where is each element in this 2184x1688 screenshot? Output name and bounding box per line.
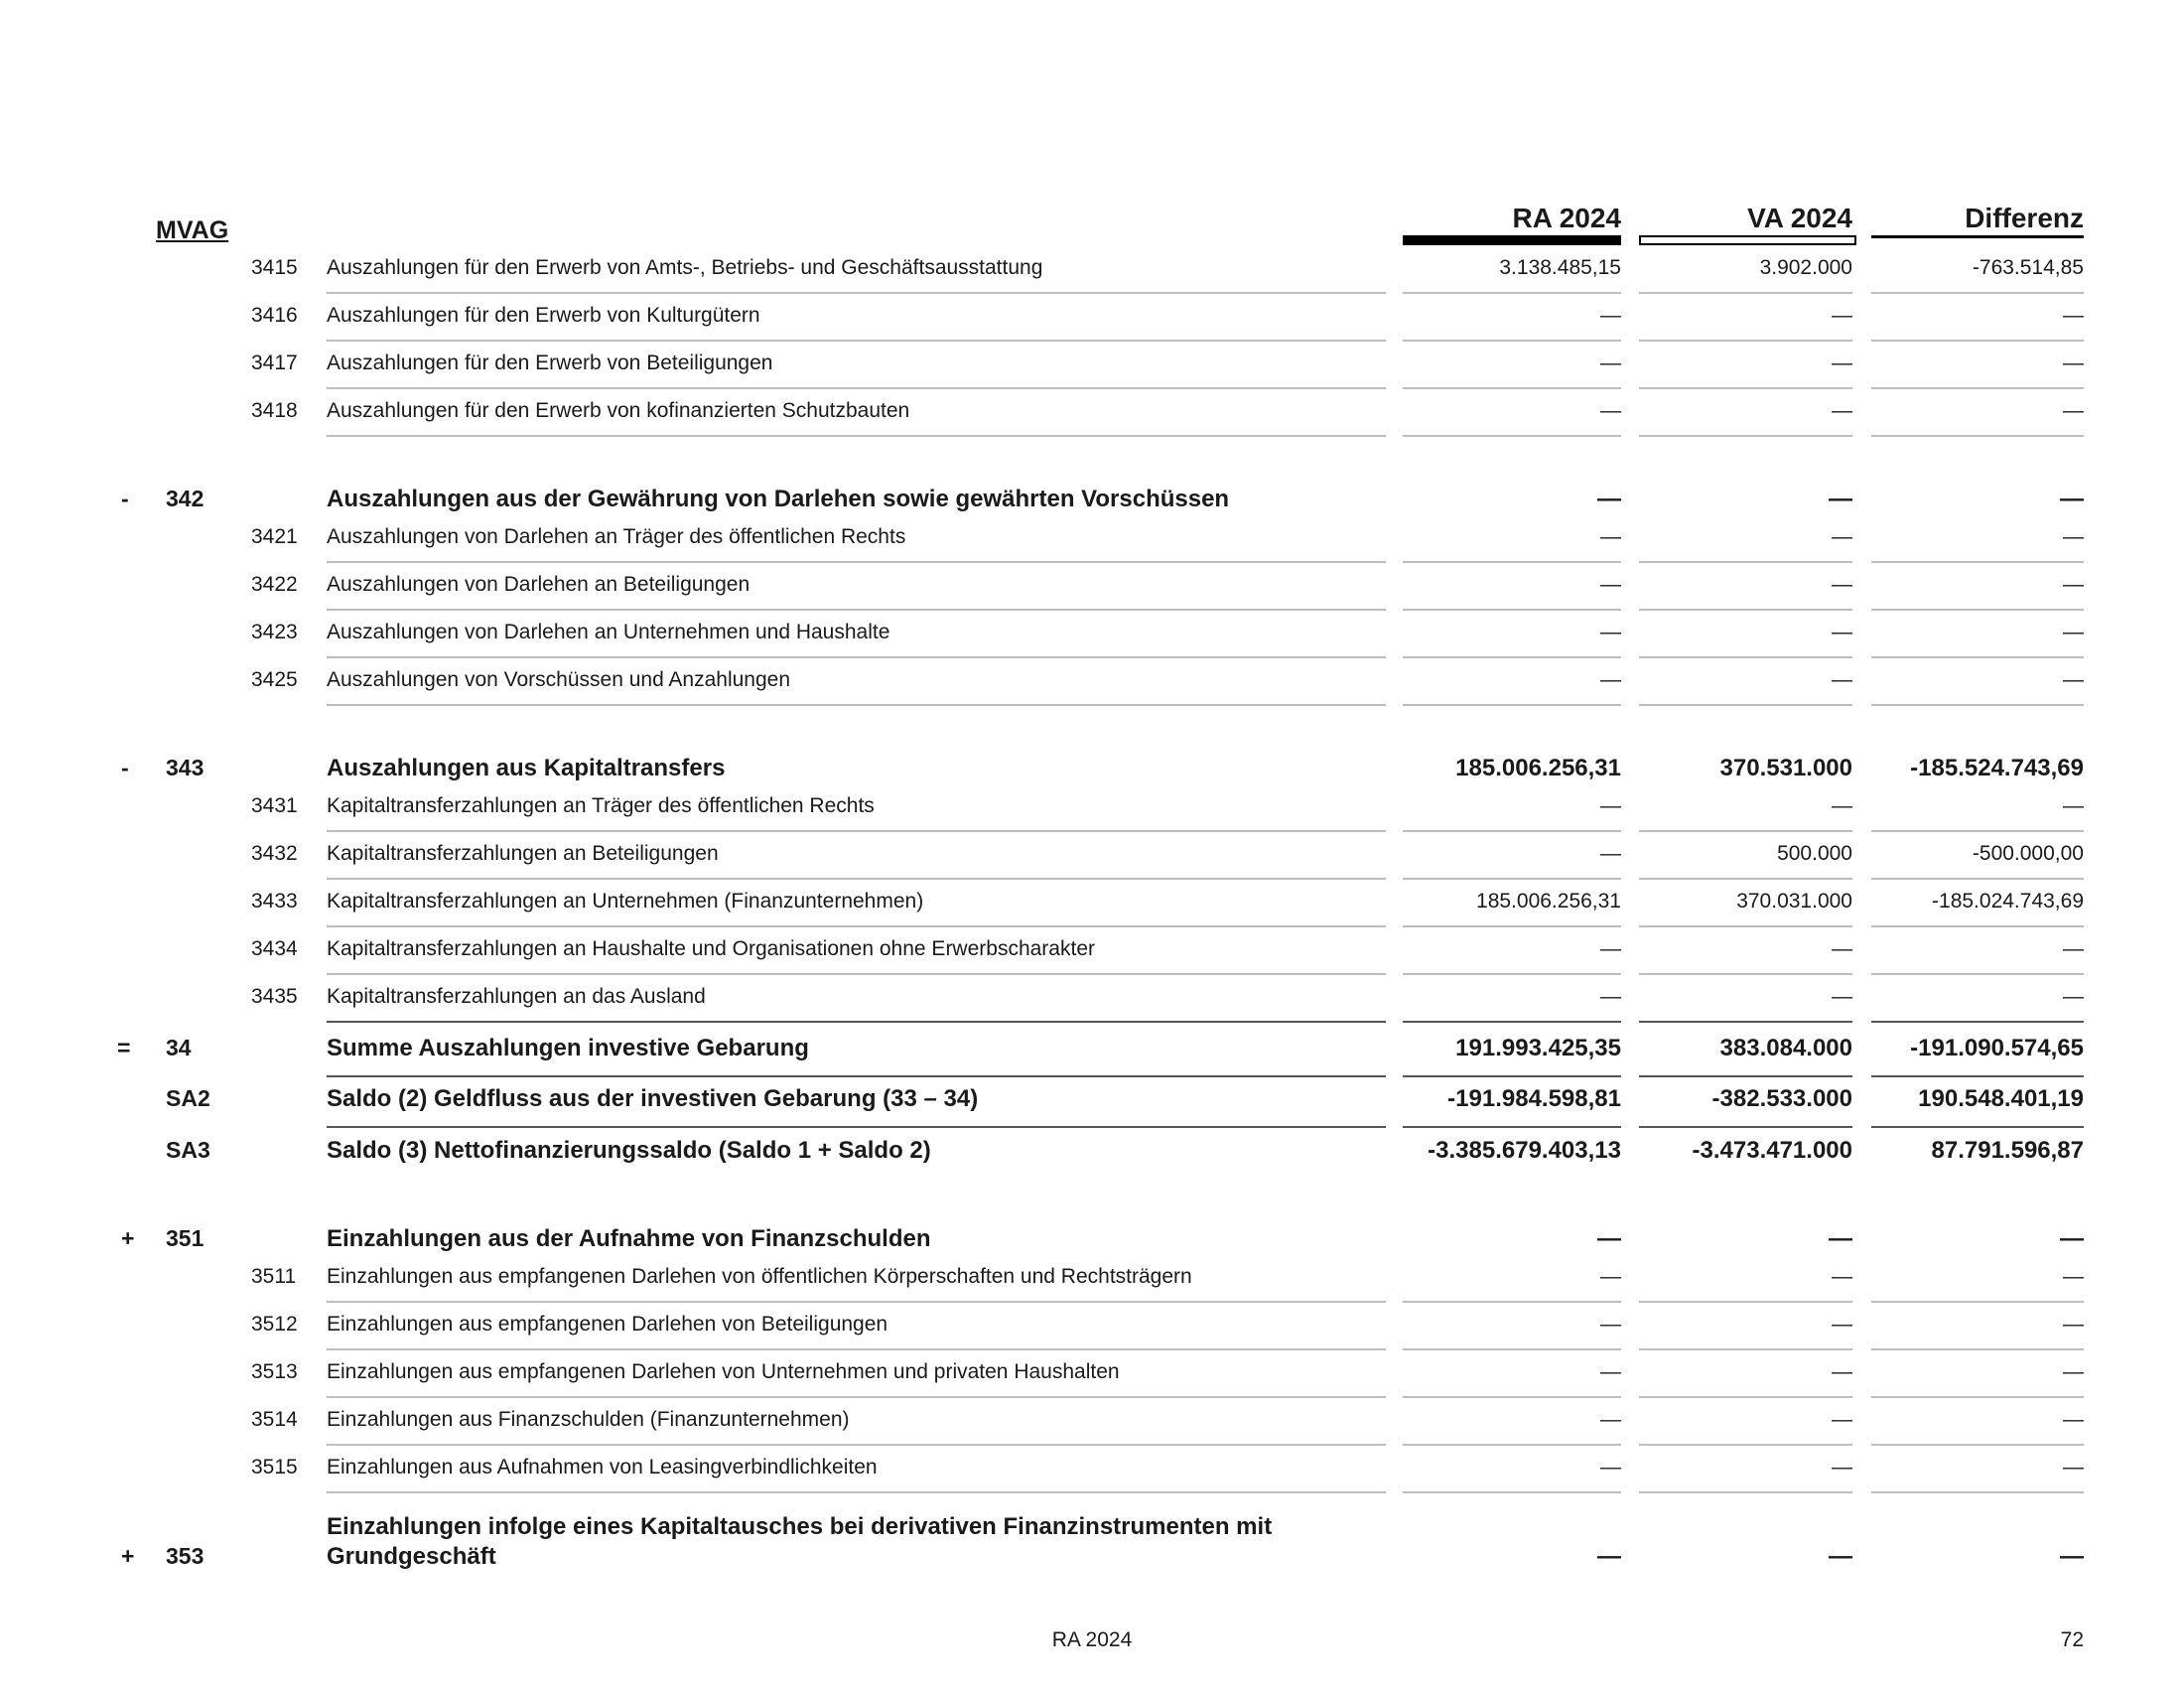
row-divider xyxy=(327,656,1386,658)
row-code: 3415 xyxy=(251,256,298,279)
row-ra-value: — xyxy=(1600,1408,1621,1431)
row-code: 3431 xyxy=(251,794,298,817)
row-label: Einzahlungen aus Aufnahmen von Leasingverbindlichkeiten xyxy=(327,1456,878,1478)
row-diff-value: — xyxy=(2063,525,2084,548)
row-label: Auszahlungen für den Erwerb von Amts-, Betriebs- und Geschäftsausstattung xyxy=(327,256,1043,279)
row-divider xyxy=(1639,878,1852,880)
row-ra-value: — xyxy=(1600,1265,1621,1288)
row-ra-value: — xyxy=(1600,1313,1621,1336)
page-number: 72 xyxy=(2060,1628,2084,1651)
row-divider xyxy=(1403,704,1621,706)
row-group-code: 342 xyxy=(166,486,205,511)
row-diff-value: -185.524.743,69 xyxy=(1910,755,2084,781)
row-divider xyxy=(327,1396,1386,1398)
row-group-code: 343 xyxy=(166,755,205,780)
row-diff-value: — xyxy=(2063,621,2084,643)
row-label: Kapitaltransferzahlungen an Haushalte und Organisationen ohne Erwerbscharakter xyxy=(327,937,1095,960)
row-group-code: 351 xyxy=(166,1225,205,1251)
row-ra-value: — xyxy=(1600,985,1621,1008)
row-va-value: — xyxy=(1832,1456,1852,1478)
row-label: Kapitaltransferzahlungen an das Ausland xyxy=(327,985,706,1008)
row-divider xyxy=(1639,1444,1852,1446)
row-va-value: — xyxy=(1832,1265,1852,1288)
row-diff-value: — xyxy=(2063,399,2084,422)
row-va-value: 370.531.000 xyxy=(1719,755,1852,781)
row-group-code: SA3 xyxy=(166,1137,210,1163)
row-divider xyxy=(327,878,1386,880)
row-diff-value: — xyxy=(2060,1543,2084,1570)
row-ra-value: — xyxy=(1600,794,1621,817)
row-code: 3512 xyxy=(251,1313,298,1336)
row-sign: + xyxy=(121,1543,135,1569)
row-va-value: 383.084.000 xyxy=(1719,1035,1852,1061)
row-va-value: — xyxy=(1832,1360,1852,1383)
row-divider xyxy=(1871,1021,2084,1023)
row-ra-value: 185.006.256,31 xyxy=(1476,890,1621,913)
ra-2024-header: RA 2024 xyxy=(1512,203,1621,233)
row-ra-value: — xyxy=(1600,668,1621,691)
row-divider xyxy=(1871,609,2084,611)
row-code: 3418 xyxy=(251,399,298,422)
row-diff-value: — xyxy=(2063,352,2084,374)
row-divider xyxy=(327,1301,1386,1303)
row-divider xyxy=(327,1075,1386,1077)
row-divider xyxy=(1403,1126,1621,1128)
row-divider xyxy=(327,1021,1386,1023)
row-code: 3513 xyxy=(251,1360,298,1383)
row-divider xyxy=(1639,1396,1852,1398)
row-va-value: -382.533.000 xyxy=(1711,1085,1852,1112)
row-code: 3417 xyxy=(251,352,298,374)
row-divider xyxy=(327,1348,1386,1350)
row-ra-value: 191.993.425,35 xyxy=(1455,1035,1621,1061)
row-divider xyxy=(1871,878,2084,880)
row-label: Auszahlungen für den Erwerb von Kulturgütern xyxy=(327,304,760,327)
row-va-value: — xyxy=(1829,1543,1852,1570)
row-divider xyxy=(327,925,1386,927)
row-label: Auszahlungen von Darlehen an Unternehmen und Haushalte xyxy=(327,621,890,643)
row-diff-value: 190.548.401,19 xyxy=(1918,1085,2084,1112)
row-divider xyxy=(1639,387,1852,389)
row-group-code: 353 xyxy=(166,1543,205,1569)
row-va-value: — xyxy=(1829,1225,1852,1252)
row-label: Einzahlungen aus der Aufnahme von Finanzschulden xyxy=(327,1225,931,1252)
row-ra-value: — xyxy=(1600,304,1621,327)
row-divider xyxy=(1403,1075,1621,1077)
row-ra-value: — xyxy=(1600,621,1621,643)
row-label: Kapitaltransferzahlungen an Träger des öffentlichen Rechts xyxy=(327,794,875,817)
row-label: Summe Auszahlungen investive Gebarung xyxy=(327,1035,809,1061)
footer-title: RA 2024 xyxy=(1051,1628,1133,1651)
row-divider xyxy=(1871,1491,2084,1493)
row-ra-value: -3.385.679.403,13 xyxy=(1428,1137,1621,1164)
row-code: 3514 xyxy=(251,1408,298,1431)
row-diff-value: — xyxy=(2060,1225,2084,1252)
row-divider xyxy=(327,387,1386,389)
row-divider xyxy=(1871,1075,2084,1077)
row-diff-value: -191.090.574,65 xyxy=(1910,1035,2084,1061)
row-divider xyxy=(1639,561,1852,563)
row-divider xyxy=(1871,704,2084,706)
row-divider xyxy=(1403,878,1621,880)
row-code: 3416 xyxy=(251,304,298,327)
row-divider xyxy=(1403,1021,1621,1023)
row-ra-value: — xyxy=(1597,1543,1621,1570)
row-divider xyxy=(1403,1491,1621,1493)
row-divider xyxy=(1639,340,1852,342)
row-divider xyxy=(1871,435,2084,437)
row-divider xyxy=(327,561,1386,563)
row-va-value: — xyxy=(1832,621,1852,643)
row-code: 3423 xyxy=(251,621,298,643)
row-ra-value: — xyxy=(1600,1360,1621,1383)
row-label: Einzahlungen aus empfangenen Darlehen von öffentlichen Körperschaften und Rechtsträgern xyxy=(327,1265,1192,1288)
row-diff-value: 87.791.596,87 xyxy=(1931,1137,2084,1164)
row-divider xyxy=(1639,925,1852,927)
row-label: Auszahlungen von Vorschüssen und Anzahlungen xyxy=(327,668,791,691)
row-ra-value: — xyxy=(1597,486,1621,512)
row-divider xyxy=(1871,387,2084,389)
row-group-code: 34 xyxy=(166,1035,192,1060)
ra-header-bar xyxy=(1403,235,1621,245)
row-divider xyxy=(327,609,1386,611)
row-va-value: — xyxy=(1832,573,1852,596)
row-diff-value: — xyxy=(2063,1265,2084,1288)
row-sign: + xyxy=(121,1225,135,1251)
row-diff-value: — xyxy=(2063,937,2084,960)
row-ra-value: — xyxy=(1600,1456,1621,1478)
row-diff-value: — xyxy=(2063,1456,2084,1478)
row-diff-value: — xyxy=(2063,573,2084,596)
row-label: Auszahlungen aus Kapitaltransfers xyxy=(327,755,726,781)
row-divider xyxy=(1871,1126,2084,1128)
row-label: Auszahlungen von Darlehen an Beteiligungen xyxy=(327,573,751,596)
row-ra-value: — xyxy=(1600,399,1621,422)
row-divider xyxy=(327,292,1386,294)
row-divider xyxy=(1871,561,2084,563)
row-label: Einzahlungen aus empfangenen Darlehen von Beteiligungen xyxy=(327,1313,888,1336)
row-divider xyxy=(1639,1075,1852,1077)
row-diff-value: — xyxy=(2063,1313,2084,1336)
row-divider xyxy=(1639,1126,1852,1128)
row-label: Auszahlungen von Darlehen an Träger des öffentlichen Rechts xyxy=(327,525,906,548)
row-label-line-2: Grundgeschäft xyxy=(327,1543,496,1570)
row-divider xyxy=(327,704,1386,706)
row-divider xyxy=(1403,340,1621,342)
row-divider xyxy=(1639,609,1852,611)
va-header-bar xyxy=(1639,235,1856,245)
row-diff-value: — xyxy=(2063,304,2084,327)
row-diff-value: — xyxy=(2063,1408,2084,1431)
row-ra-value: — xyxy=(1600,937,1621,960)
row-divider xyxy=(1403,830,1621,832)
row-divider xyxy=(1403,1444,1621,1446)
row-code: 3432 xyxy=(251,842,298,865)
row-diff-value: — xyxy=(2063,1360,2084,1383)
row-divider xyxy=(1639,973,1852,975)
row-label: Auszahlungen für den Erwerb von kofinanzierten Schutzbauten xyxy=(327,399,910,422)
row-diff-value: — xyxy=(2063,668,2084,691)
row-divider xyxy=(1639,1491,1852,1493)
row-diff-value: -763.514,85 xyxy=(1972,256,2084,279)
row-divider xyxy=(1403,1396,1621,1398)
row-divider xyxy=(1639,1021,1852,1023)
row-divider xyxy=(1639,292,1852,294)
row-diff-value: — xyxy=(2063,794,2084,817)
row-divider xyxy=(327,1126,1386,1128)
row-label: Kapitaltransferzahlungen an Beteiligungen xyxy=(327,842,719,865)
row-divider xyxy=(1403,609,1621,611)
row-va-value: 3.902.000 xyxy=(1759,256,1852,279)
row-label-line-1: Einzahlungen infolge eines Kapitaltausches bei derivativen Finanzinstrumenten mit xyxy=(327,1513,1273,1540)
row-code: 3434 xyxy=(251,937,298,960)
row-ra-value: 3.138.485,15 xyxy=(1499,256,1621,279)
row-group-code: SA2 xyxy=(166,1085,210,1111)
row-divider xyxy=(1639,704,1852,706)
row-sign: - xyxy=(121,486,129,511)
row-va-value: — xyxy=(1832,985,1852,1008)
row-sign: = xyxy=(117,1035,131,1060)
row-va-value: — xyxy=(1832,304,1852,327)
row-label: Auszahlungen aus der Gewährung von Darlehen sowie gewährten Vorschüssen xyxy=(327,486,1230,512)
row-divider xyxy=(327,973,1386,975)
row-divider xyxy=(1403,925,1621,927)
row-va-value: — xyxy=(1832,352,1852,374)
row-va-value: — xyxy=(1832,399,1852,422)
row-label: Kapitaltransferzahlungen an Unternehmen (Finanzunternehmen) xyxy=(327,890,924,913)
row-va-value: — xyxy=(1832,937,1852,960)
row-code: 3433 xyxy=(251,890,298,913)
row-ra-value: — xyxy=(1600,842,1621,865)
row-divider xyxy=(1403,435,1621,437)
row-divider xyxy=(1871,340,2084,342)
row-va-value: — xyxy=(1832,794,1852,817)
row-divider xyxy=(1871,1301,2084,1303)
row-ra-value: 185.006.256,31 xyxy=(1455,755,1621,781)
row-divider xyxy=(1871,292,2084,294)
row-ra-value: — xyxy=(1600,352,1621,374)
row-code: 3511 xyxy=(251,1265,297,1288)
row-ra-value: — xyxy=(1600,573,1621,596)
row-code: 3421 xyxy=(251,525,298,548)
row-divider xyxy=(1639,656,1852,658)
row-divider xyxy=(327,435,1386,437)
row-va-value: — xyxy=(1832,1408,1852,1431)
differenz-header-bar xyxy=(1871,235,2084,238)
row-label: Saldo (3) Nettofinanzierungssaldo (Saldo 1 + Saldo 2) xyxy=(327,1137,931,1164)
row-sign: - xyxy=(121,755,129,780)
row-divider xyxy=(327,1491,1386,1493)
row-diff-value: -185.024.743,69 xyxy=(1932,890,2084,913)
row-ra-value: — xyxy=(1597,1225,1621,1252)
row-divider xyxy=(1871,656,2084,658)
row-divider xyxy=(327,340,1386,342)
row-va-value: 500.000 xyxy=(1777,842,1852,865)
row-divider xyxy=(1639,435,1852,437)
row-code: 3425 xyxy=(251,668,298,691)
row-label: Einzahlungen aus Finanzschulden (Finanzunternehmen) xyxy=(327,1408,850,1431)
row-divider xyxy=(1871,1348,2084,1350)
row-diff-value: — xyxy=(2063,985,2084,1008)
row-ra-value: -191.984.598,81 xyxy=(1447,1085,1621,1112)
row-code: 3515 xyxy=(251,1456,298,1478)
row-divider xyxy=(1871,973,2084,975)
row-divider xyxy=(1403,1348,1621,1350)
row-divider xyxy=(1871,1396,2084,1398)
row-label: Saldo (2) Geldfluss aus der investiven Gebarung (33 – 34) xyxy=(327,1085,979,1112)
row-va-value: — xyxy=(1832,668,1852,691)
row-divider xyxy=(1871,925,2084,927)
row-va-value: — xyxy=(1832,1313,1852,1336)
row-diff-value: -500.000,00 xyxy=(1972,842,2084,865)
row-divider xyxy=(1403,656,1621,658)
va-2024-header: VA 2024 xyxy=(1747,203,1852,233)
row-label: Auszahlungen für den Erwerb von Beteiligungen xyxy=(327,352,773,374)
row-ra-value: — xyxy=(1600,525,1621,548)
row-va-value: — xyxy=(1829,486,1852,512)
row-diff-value: — xyxy=(2060,486,2084,512)
differenz-header: Differenz xyxy=(1965,203,2084,233)
row-divider xyxy=(327,1444,1386,1446)
row-code: 3435 xyxy=(251,985,298,1008)
row-va-value: — xyxy=(1832,525,1852,548)
row-code: 3422 xyxy=(251,573,298,596)
row-divider xyxy=(1403,973,1621,975)
row-divider xyxy=(1403,292,1621,294)
row-divider xyxy=(1639,1348,1852,1350)
mvag-header: MVAG xyxy=(156,216,229,244)
row-va-value: 370.031.000 xyxy=(1736,890,1852,913)
row-divider xyxy=(1871,830,2084,832)
row-divider xyxy=(1403,1301,1621,1303)
row-divider xyxy=(1871,1444,2084,1446)
row-va-value: -3.473.471.000 xyxy=(1692,1137,1852,1164)
row-label: Einzahlungen aus empfangenen Darlehen von Unternehmen und privaten Haushalten xyxy=(327,1360,1120,1383)
row-divider xyxy=(1403,561,1621,563)
row-divider xyxy=(1639,830,1852,832)
row-divider xyxy=(1403,387,1621,389)
row-divider xyxy=(1639,1301,1852,1303)
row-divider xyxy=(327,830,1386,832)
